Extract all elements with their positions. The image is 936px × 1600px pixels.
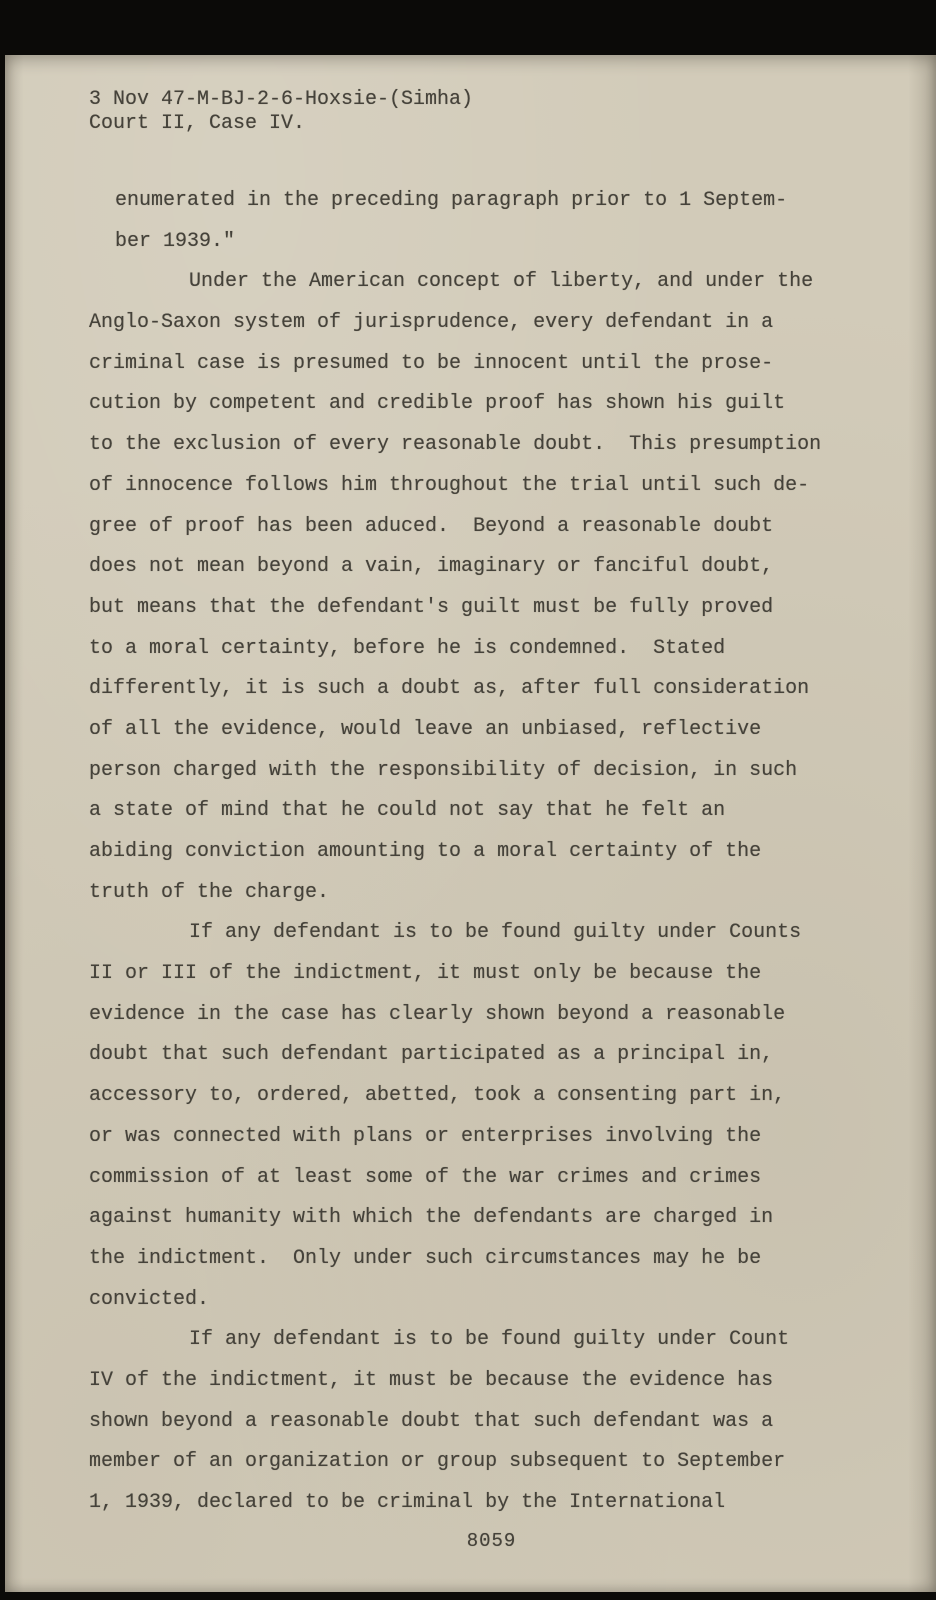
header-line-2: Court II, Case IV. [89,112,306,135]
text-line: or was connected with plans or enterprises involving the [89,1124,762,1148]
text-line: against humanity with which the defendants are charged in [89,1206,774,1230]
text-line: commission of at least some of the war crimes and crimes [89,1165,762,1189]
document-body [89,181,894,1524]
text-line: does not mean beyond a vain, imaginary or fanciful doubt, [89,555,774,579]
text-line: doubt that such defendant participated as a principal in, [89,1043,774,1067]
text-line: IV of the indictment, it must be because the evidence has [89,1368,774,1392]
text-line: evidence in the case has clearly shown beyond a reasonable [89,1002,786,1026]
text-line: cution by competent and credible proof has shown his guilt [89,392,786,416]
text-line: convicted. [89,1287,210,1311]
text-line: Anglo-Saxon system of jurisprudence, every defendant in a [89,311,774,335]
text-line: differently, it is such a doubt as, after full consideration [89,677,810,701]
text-line: member of an organization or group subsequent to September [89,1450,786,1474]
page-number: 8059 [466,1529,517,1552]
text-line: but means that the defendant's guilt must be fully proved [89,595,774,619]
text-line: person charged with the responsibility of decision, in such [89,758,798,782]
text-line: abiding conviction amounting to a moral certainty of the [89,840,762,863]
text-line: enumerated in the preceding paragraph prior to 1 Septem- [115,189,788,212]
text-line: criminal case is presumed to be innocent until the prose- [89,351,774,375]
text-line: ber 1939." [115,229,236,253]
document-content [5,55,936,1552]
text-line: truth of the charge. [89,880,330,904]
text-line: accessory to, ordered, abetted, took a consenting part in, [89,1084,786,1108]
text-line: gree of proof has been aduced. Beyond a reasonable doubt [89,514,774,538]
text-line: shown beyond a reasonable doubt that such defendant was a [89,1409,774,1433]
text-line: the indictment. Only under such circumstances may he be [89,1246,762,1270]
text-line: If any defendant is to be found guilty under Count [189,1328,790,1352]
text-line: 1, 1939, declared to be criminal by the International [89,1491,726,1514]
text-line: a state of mind that he could not say that he felt an [89,799,726,823]
text-line: Under the American concept of liberty, and under the [189,270,814,294]
scanned-page [5,55,936,1592]
text-line: to the exclusion of every reasonable doubt. This presumption [89,433,822,457]
header-line-1: 3 Nov 47-M-BJ-2-6-Hoxsie-(Simha) [89,88,474,111]
text-line: II or III of the indictment, it must only be because the [89,962,762,986]
text-line: to a moral certainty, before he is condemned. Stated [89,636,726,660]
text-line: of all the evidence, would leave an unbiased, reflective [89,717,762,741]
text-line: If any defendant is to be found guilty under Counts [189,921,802,945]
text-line: of innocence follows him throughout the trial until such de- [89,473,810,497]
